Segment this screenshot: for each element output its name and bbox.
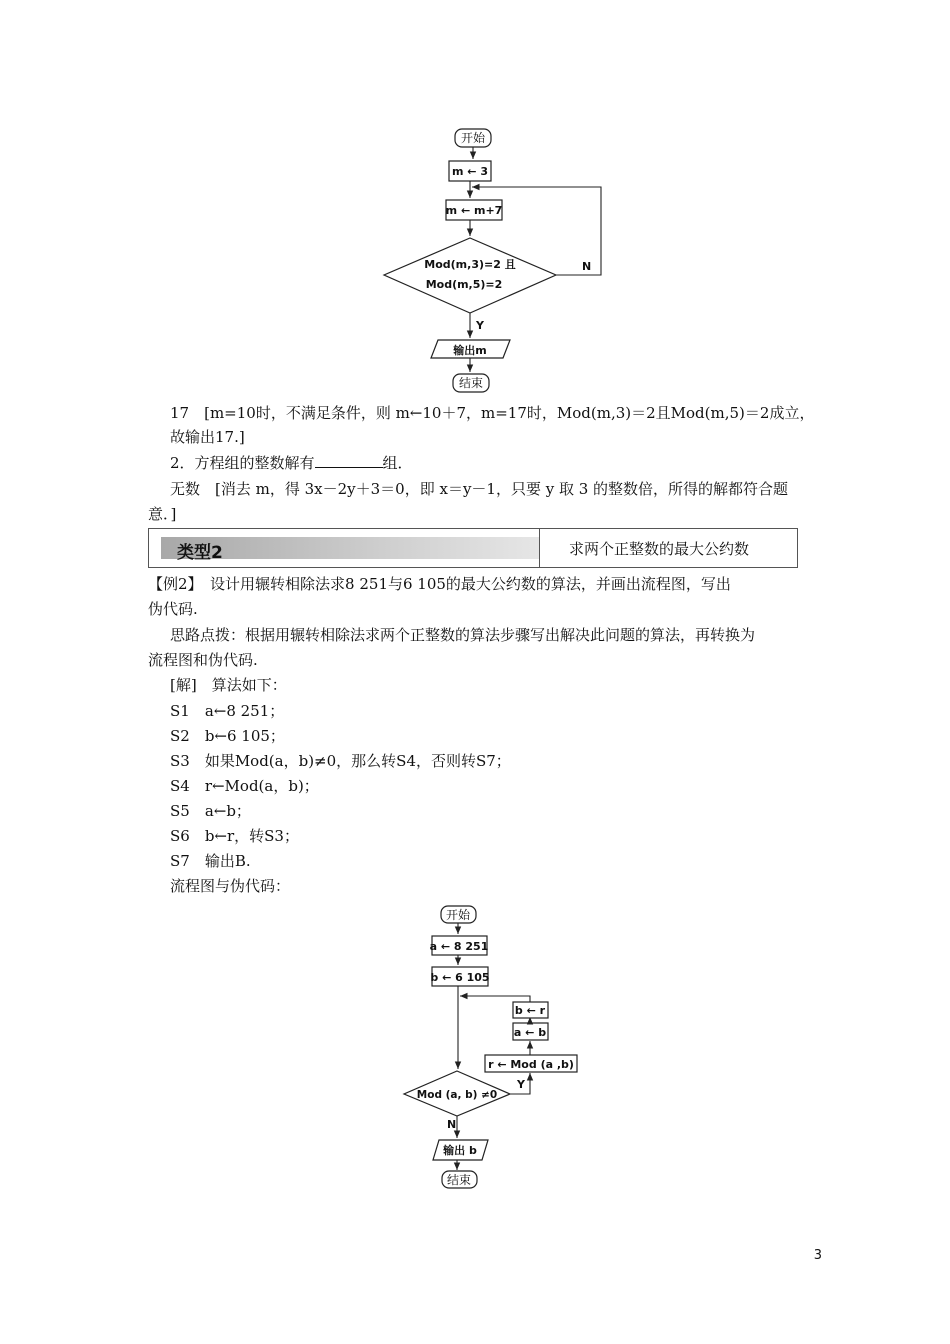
svg-text:r ← Mod (a ,b): r ← Mod (a ,b) [488, 1058, 574, 1071]
banner-divider [539, 529, 540, 567]
step-s3: S3 如果Mod(a，b)≠0，那么转S4，否则转S7； [170, 752, 511, 770]
output-parallelogram-2 [433, 1140, 488, 1160]
step-s4: S4 r←Mod(a，b)； [170, 777, 319, 795]
svg-text:a ← 8 251: a ← 8 251 [429, 940, 489, 953]
step-s7: S7 输出B. [170, 852, 251, 870]
start-terminal-2 [441, 906, 476, 923]
question2-suffix: 组． [382, 454, 413, 472]
svg-text:m ← 3: m ← 3 [452, 165, 488, 178]
hint-line1: 思路点拨：根据用辗转相除法求两个正整数的算法步骤写出解决此问题的算法，再转换为 [170, 626, 756, 644]
banner-title: 求两个正整数的最大公约数 [569, 540, 750, 558]
section-banner [148, 528, 798, 568]
flowchart-1 [0, 0, 950, 400]
yes-label-2: Y [517, 1078, 525, 1091]
condition-diamond-2 [404, 1071, 510, 1116]
example-line2: 伪代码. [148, 600, 198, 618]
svg-text:Mod(m,5)=2: Mod(m,5)=2 [425, 278, 503, 291]
start-terminal [455, 129, 491, 147]
condition-diamond [384, 238, 556, 313]
step-s6: S6 b←r，转S3； [170, 827, 299, 845]
svg-text:开始: 开始 [445, 908, 471, 922]
output-parallelogram [431, 340, 510, 358]
step-r-box [485, 1055, 577, 1072]
init-a-box [430, 936, 489, 955]
svg-text:b ← 6 105: b ← 6 105 [430, 971, 490, 984]
solution-intro: [解] 算法如下： [170, 676, 287, 694]
svg-text:m ← m+7: m ← m+7 [445, 204, 503, 217]
svg-text:Mod (a, b) ≠0: Mod (a, b) ≠0 [416, 1089, 498, 1101]
init-m-box [449, 161, 491, 181]
banner-tag: 类型2 [177, 543, 223, 563]
no-label: N [582, 260, 592, 273]
question2 [170, 452, 413, 474]
svg-text:输出m: 输出m [453, 344, 487, 357]
svg-text:开始: 开始 [460, 131, 486, 145]
step-s5: S5 a←b； [170, 802, 251, 820]
question2-prefix: 2．方程组的整数解有 [170, 454, 315, 472]
svg-text:输出 b: 输出 b [443, 1144, 477, 1157]
answer2-line1: 无数 [消去 m，得 3x－2y＋3＝0，即 x＝y－1，只要 y 取 3 的整数倍，所得的解都符合题 [170, 480, 789, 498]
answer1-line1: 17 [m=10时，不满足条件，则 m←10＋7，m=17时，Mod(m,3)＝2且Mod(m,5)＝2成立， [170, 404, 815, 422]
example-line1: 【例2】 设计用辗转相除法求8 251与6 105的最大公约数的算法，并画出流程图，写出 [148, 575, 731, 593]
update-m-box [446, 200, 503, 220]
answer1-line2: 故输出17.] [170, 428, 245, 446]
page-number: 3 [813, 1248, 822, 1263]
svg-text:b ← r: b ← r [514, 1004, 546, 1017]
yes-label: Y [476, 319, 484, 332]
answer2-line2: 意．] [148, 505, 177, 523]
step-b-box [513, 1002, 548, 1018]
solution-outro: 流程图与伪代码： [170, 877, 291, 895]
no-label-2: N [447, 1118, 457, 1131]
init-b-box [430, 967, 489, 986]
step-a-box [513, 1023, 548, 1040]
end-terminal [453, 374, 489, 392]
svg-text:a ← b: a ← b [513, 1026, 547, 1039]
flowchart-2 [0, 895, 950, 1195]
end-terminal-2 [442, 1171, 477, 1188]
svg-text:结束: 结束 [458, 376, 484, 390]
svg-text:结束: 结束 [446, 1173, 472, 1187]
step-s2: S2 b←6 105； [170, 727, 285, 745]
hint-line2: 流程图和伪代码. [148, 651, 258, 669]
svg-text:Mod(m,3)=2 且: Mod(m,3)=2 且 [424, 258, 516, 271]
step-s1: S1 a←8 251； [170, 702, 285, 720]
answer-blank [315, 452, 383, 468]
